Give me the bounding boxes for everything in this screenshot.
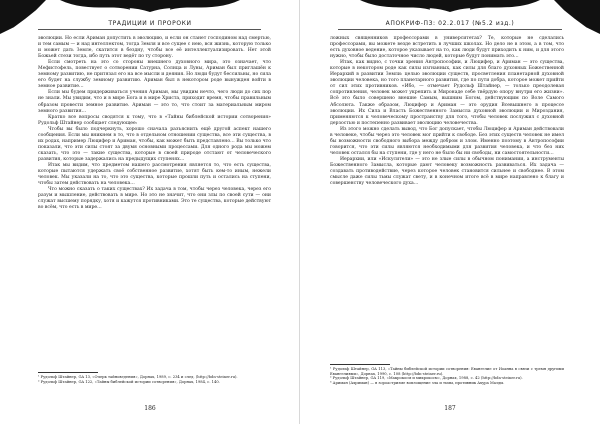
paragraph: Из этого можно сделать вывод, что Бог допускает, чтобы Люцифер и Ариман действовали в человеке, чтобы через это человек мог прийти к свободе. Без этих существ человек не имел бы возможности свободного выбора между добром и злом. Именно поэтому в Антропософии говорится, что эти силы являются необходимыми для развития человека, и что без них человек остался бы на ступени, где у него не было бы ни свободы, ни самостоятельности… <box>330 126 564 156</box>
footnote: ¹ Рудольф Штайнер, GA 113, «Тайны библейской истории сотворения: Евангелие от Иоанна в связи с тремя другими Евангелиями», Дорнах, 1990, с. 108 (http://bdn-steiner.ru). <box>330 367 564 376</box>
paragraph: Итак, как видно, с точки зрения Антропософии, и Люцифер, и Ариман — это существа, которые в некотором роде как силы изгнанных, как силы для благо духовных Божественной Иерархий в развитии Земли: целью эволюции существ, просветления планетарной духовной эволюции человека, но того планетарного развития, где по пути добра, которое может прийти от сил этих противников. «Ибо, — отмечает Рудольф Штайнер, — только преодолевая сопротивления, человек может укрепить и Миронаде себе твёрдую опору внутри его жизни». Всё это было совершено внешне Самым, вышним Богом, действующим по Воле Самого Абсолюта. Также образом, Люцифер и Ариман — это орудия Всевышнего в процессе эволюции. Их Сила и Власть Божественного Замысла духовной эволюции и Мироздания, применяются к человеческому пространству для того, чтобы человек послужил с духовной дерзостью и постепенно развивает эволюцию человечества. <box>330 60 564 126</box>
footnote-rule <box>38 372 98 373</box>
page-number: 186 <box>144 405 156 412</box>
paragraph: Если мы будем придерживаться учения Ариман, мы увидим нечто, чего люди до сих пор не знали. Мы увидим, что и в мире Бога и в мире Христа, приходит время, чтобы правильным образом провести земное развитие. Ариман — это то, что стоит за материальным миром земного развития… <box>38 90 271 114</box>
footnote: ² Рудольф Штайнер, GA 122, «Тайны библейской истории сотворения», Дорнах, 1984, с. 140. <box>38 379 220 384</box>
footnotes <box>38 375 271 384</box>
footnote: ³ Ариман (Ахриман) — в зороастризме воплощение зла и тьмы, противник Ахура Мазды. <box>330 380 505 385</box>
footnotes <box>330 367 564 385</box>
paragraph: Итак мы видим, что предметом нашего рассмотрения является то, что есть существа, которые пытаются удержать своё собственное развитие, хотят быть кем-то иным, нежели человек. Мы указали на то, что это существа, которые прошли путь и остались на ступени, чтобы затем действовать на человека… <box>38 162 271 187</box>
header-rule <box>38 29 261 30</box>
footnote: ¹ Рудольф Штайнер, GA 13, «Очерк тайноведения», Дорнах, 1989, с. 234 и след. (http://bdn-steiner.ru). <box>38 375 238 379</box>
page-number: 187 <box>444 405 456 412</box>
paragraph: Иерархии, или «Искусители» — это не злые силы в обычном понимании, а инструменты Божественного Замысла, которые дают человеку возможность развиваться. Их задача — создавать противодействие, через которое человек становится сильнее и свободнее. В этом смысле даже силы тьмы служат свету, и в конечном итоге всё в мире направлено к благу и совершенству человеческого духа… <box>330 156 564 187</box>
footnote-rule <box>330 364 390 365</box>
header-rule <box>338 29 562 30</box>
right-page <box>300 0 600 424</box>
paragraph: эволюции. Но если Ариман допустить в эволюцию, и если он станет господином над смертью, и тем самым — и над интеллектом, тогда Земля и все сущее с нею, вся жизнь, которую только и может дать Земле, скатится в бездну, чтобы все её интеллектуализировать. Нет этой Божьей стези тогда, ибо путь этот ведёт по ту сторону. <box>38 36 271 60</box>
flourish-ornament-icon <box>60 0 240 18</box>
paragraph: ложных священников профессорами в университетах? Те, которые не сделались профессорами, вы можете везде встретить в лучших школах. Но дело не в этом, а в том, что есть духовное ведение, которое указывает на то, как люди будут приходить к ним, и для этого нужно, чтобы было достаточное число людей, которые будут понимать это… <box>330 36 564 60</box>
paragraph: Чтобы вы было подчеркнуть, хорошо сначала разъяснить ещё другой аспект нашего сообщения. Если мы вникнем в то, что в отдельном отношении существа, все эти существа, в их родах, например Люцифер и Ариман, чтобы, как может быть представлено… Вы только что показали, что эти силы стоят за двумя основными процессами. Для одного рода мы можем сказать, что это — такие существа, которые в своей природе отстают от человеческого развития, которые задержались на предыдущих ступенях… <box>38 126 271 162</box>
paragraph: Что можно сказать о таких существах? Их задача в том, чтобы через человека, через его разум и мышление, действовать в мире. Но это не значит, что они злы по своей сути — они служат высшему порядку, хотя и кажутся противниками. Это те существа, которые действуют во всём, что есть в мире… <box>38 187 271 211</box>
running-head: ТРАДИЦИИ И ПРОРОКИ <box>108 20 192 27</box>
flourish-ornament-icon <box>360 0 540 18</box>
paragraph: Кратко все вопросы сводятся к тому, что в «Тайны библейской истории сотворения» Рудольф Штайнер сообщает следующее: <box>38 114 271 126</box>
running-head: АПОКРИФ-ПЗ: 02.2.017 (№5.2 изд.) <box>385 20 515 27</box>
main-text <box>330 36 564 368</box>
main-text <box>38 36 271 368</box>
paragraph: Если смотреть на это со стороны внешнего духовного мира, это означает, что Мефистофель, повествует о сотворении Сатурна, Солнца и Луны, Ариман был приглашён к земному развитию, не притязал его на все мысли и деяния. Но люди будут бессильны, но сила его будет на службу земному развитию. Ариман был в некотором роде вынужден войти в земное развитие… <box>38 60 272 90</box>
footnote: ² Рудольф Штайнер, GA 119, «Макрокосм и микрокосм», Дорнах, 1988, с. 42 (http://bdn-steiner.ru). <box>330 376 523 381</box>
